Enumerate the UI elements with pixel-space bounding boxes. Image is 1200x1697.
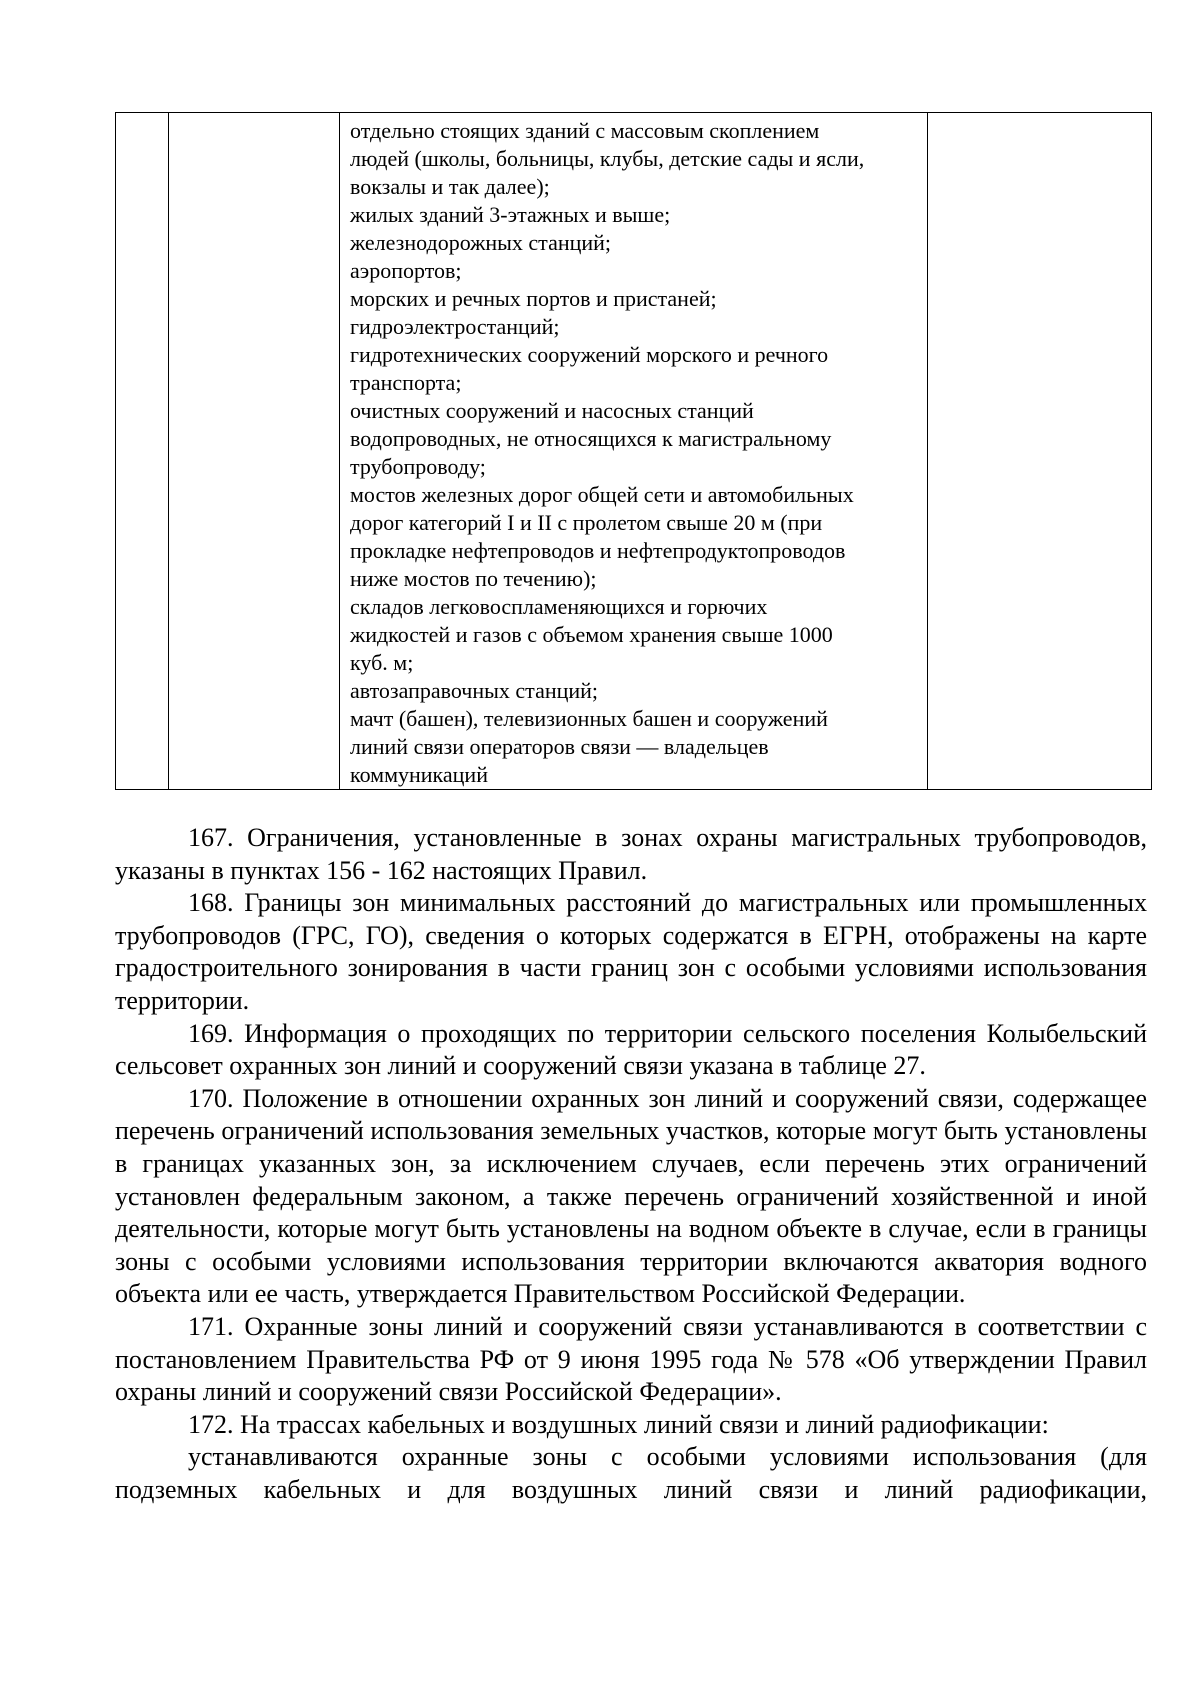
list-item: дорог категорий I и II с пролетом свыше 20 м (при (350, 510, 823, 535)
paragraph-170: 170. Положение в отношении охранных зон линий и сооружений связи, содержащее перечень ограничений использования земельных участков, которые могут быть установлены в границах указанных зон, за исключением случаев, если перечень этих ограничений установлен федеральным законом, а также перечень ограничений хозяйственной и иной деятельности, которые могут быть установлены на водном объекте в случае, если в границы зоны с особыми условиями использования территории включаются акватория водного объекта или ее часть, утверждается Правительством Российской Федерации. (115, 1083, 1147, 1309)
list-item: мостов железных дорог общей сети и автомобильных (350, 482, 854, 507)
list-item: водопроводных, не относящихся к магистральному (350, 426, 832, 451)
list-item: морских и речных портов и пристаней; (350, 286, 717, 311)
list-item: вокзалы и так далее); (350, 174, 550, 199)
list-item: гидротехнических сооружений морского и речного (350, 342, 829, 367)
list-item: линий связи операторов связи — владельцев (350, 734, 769, 759)
table-cell-notes (928, 113, 1152, 790)
list-item: мачт (башен), телевизионных башен и сооружений (350, 706, 828, 731)
objects-list (340, 113, 927, 789)
list-item: коммуникаций (350, 762, 488, 787)
table-cell-objects-list (340, 113, 928, 790)
list-item: жидкостей и газов с объемом хранения свыше 1000 (350, 622, 833, 647)
list-item: складов легковоспламеняющихся и горючих (350, 594, 768, 619)
paragraph-169: 169. Информация о проходящих по территории сельского поселения Колыбельский сельсовет охранных зон линий и сооружений связи указана в таблице 27. (115, 1018, 1147, 1081)
restrictions-table (115, 112, 1152, 790)
paragraph-171: 171. Охранные зоны линий и сооружений связи устанавливаются в соответствии с постановлением Правительства РФ от 9 июня 1995 года № 578 «Об утверждении Правил охраны линий и сооружений связи Российской Федерации». (115, 1311, 1147, 1407)
list-item: железнодорожных станций; (350, 230, 612, 255)
list-item: транспорта; (350, 370, 462, 395)
list-item: автозаправочных станций; (350, 678, 599, 703)
paragraph-167: 167. Ограничения, установленные в зонах охраны магистральных трубопроводов, указаны в пунктах 156 - 162 настоящих Правил. (115, 823, 1147, 885)
table-cell-name (169, 113, 340, 790)
list-item: трубопроводу; (350, 454, 486, 479)
paragraph-172: 172. На трассах кабельных и воздушных линий связи и линий радиофикации: (188, 1409, 1049, 1439)
list-item: людей (школы, больницы, клубы, детские сады и ясли, (350, 146, 865, 171)
list-item: аэропортов; (350, 258, 462, 283)
list-item: гидроэлектростанций; (350, 314, 560, 339)
list-item: прокладке нефтепроводов и нефтепродуктопроводов (350, 538, 846, 563)
table-cell-number (116, 113, 169, 790)
document-body (115, 822, 1147, 1506)
list-item: жилых зданий 3-этажных и выше; (350, 202, 671, 227)
list-item: отдельно стоящих зданий с массовым скоплением (350, 118, 820, 143)
paragraph-172-continuation: устанавливаются охранные зоны с особыми условиями использования (для подземных кабельных и для воздушных линий связи и линий радиофикации, (115, 1442, 1147, 1504)
paragraph-168: 168. Границы зон минимальных расстояний до магистральных или промышленных трубопроводов (ГРС, ГО), сведения о которых содержатся в ЕГРН, отображены на карте градостроительного зонирования в части границ зон с особыми условиями использования территории. (115, 888, 1147, 1015)
list-item: ниже мостов по течению); (350, 566, 597, 591)
table-row (116, 113, 1152, 790)
list-item: куб. м; (350, 650, 414, 675)
list-item: очистных сооружений и насосных станций (350, 398, 754, 423)
